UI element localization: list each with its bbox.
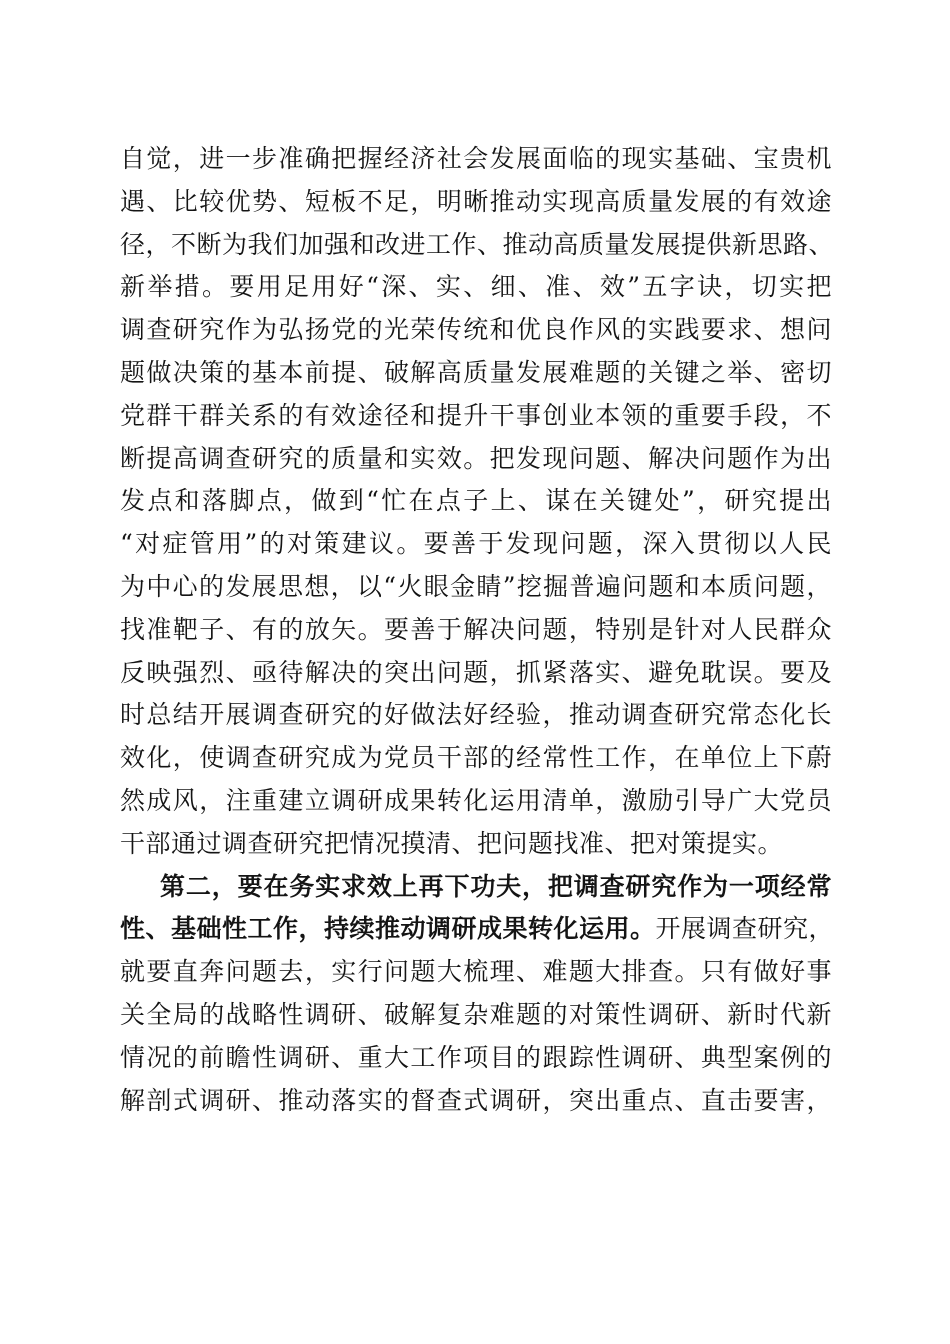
text-line: 发点和落脚点，做到“忙在点子上、谋在关键处”，研究提出 <box>120 486 832 516</box>
text-line: 为中心的发展思想，以“火眼金睛”挖掘普遍问题和本质问题， <box>120 571 832 601</box>
text-line: 遇、比较优势、短板不足，明晰推动实现高质量发展的有效途 <box>120 186 832 216</box>
text-line <box>120 908 835 951</box>
paragraph-1 <box>120 138 835 866</box>
text-line: “对症管用”的对策建议。要善于发现问题，深入贯彻以人民 <box>120 529 832 559</box>
text-line: 找准靶子、有的放矢。要善于解决问题，特别是针对人民群众 <box>120 614 832 644</box>
text-line: 径，不断为我们加强和改进工作、推动高质量发展提供新思路、 <box>120 229 835 259</box>
bold-heading-text: 第二，要在务实求效上再下功夫，把调查研究作为一项经常 <box>160 871 832 901</box>
text-line: 新举措。要用足用好“深、实、细、准、效”五字诀，切实把 <box>120 272 832 302</box>
text-line: 时总结开展调查研究的好做法好经验，推动调查研究常态化长 <box>120 700 832 730</box>
text-line: 自觉，进一步准确把握经济社会发展面临的现实基础、宝贵机 <box>120 144 832 173</box>
document-body <box>120 138 835 1122</box>
text-line: 就要直奔问题去，实行问题大梳理、难题大排查。只有做好事 <box>120 957 832 987</box>
text-line: 然成风，注重建立调研成果转化运用清单，激励引导广大党员 <box>120 785 832 815</box>
text-line: 调查研究作为弘扬党的光荣传统和优良作风的实践要求、想问 <box>120 315 832 345</box>
text-line: 情况的前瞻性调研、重大工作项目的跟踪性调研、典型案例的 <box>120 1042 832 1072</box>
text-line: 解剖式调研、推动落实的督查式调研，突出重点、直击要害， <box>120 1085 832 1115</box>
text-line: 断提高调查研究的质量和实效。把发现问题、解决问题作为出 <box>120 443 832 473</box>
paragraph-2 <box>120 866 835 1123</box>
body-text: 开展调查研究， <box>655 914 835 944</box>
text-line: 党群干群关系的有效途径和提升干事创业本领的重要手段，不 <box>120 400 832 430</box>
bold-heading-text: 性、基础性工作，持续推动调研成果转化运用。 <box>120 914 656 944</box>
text-line: 干部通过调查研究把情况摸清、把问题找准、把对策提实。 <box>120 828 784 858</box>
text-line: 反映强烈、亟待解决的突出问题，抓紧落实、避免耽误。要及 <box>120 657 832 687</box>
text-line <box>120 866 832 909</box>
text-line: 效化，使调查研究成为党员干部的经常性工作，在单位上下蔚 <box>120 743 832 773</box>
text-line: 关全局的战略性调研、破解复杂难题的对策性调研、新时代新 <box>120 999 832 1029</box>
text-line: 题做决策的基本前提、破解高质量发展难题的关键之举、密切 <box>120 357 832 387</box>
